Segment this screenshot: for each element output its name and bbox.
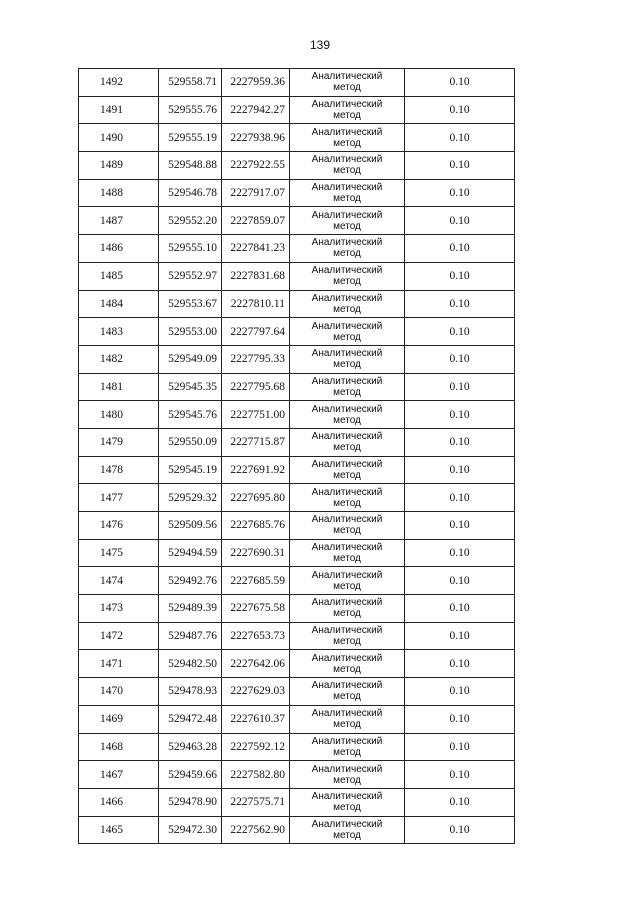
method-text-line-1: Аналитический [311, 486, 383, 498]
method-cell [290, 539, 405, 567]
method-text-line-2: метод [333, 303, 361, 315]
accuracy-cell: 0.10 [405, 318, 515, 346]
method-cell [290, 733, 405, 761]
table-row [79, 788, 515, 816]
method-text-line-2: метод [333, 276, 361, 288]
accuracy-cell: 0.10 [405, 456, 515, 484]
x-coordinate-cell: 529509.56 [159, 512, 222, 540]
method-text-line-1: Аналитический [311, 818, 383, 830]
method-cell [290, 428, 405, 456]
x-coordinate-cell: 529555.10 [159, 235, 222, 263]
y-coordinate-cell: 2227715.87 [222, 428, 290, 456]
method-cell [290, 290, 405, 318]
method-cell [290, 318, 405, 346]
method-text-line-2: метод [333, 220, 361, 232]
method-text-line-1: Аналитический [311, 431, 383, 443]
coordinates-table [78, 68, 515, 844]
coordinates-table-body [79, 69, 515, 844]
accuracy-cell: 0.10 [405, 290, 515, 318]
y-coordinate-cell: 2227841.23 [222, 235, 290, 263]
accuracy-cell: 0.10 [405, 705, 515, 733]
method-cell [290, 235, 405, 263]
point-number-cell: 1487 [79, 207, 159, 235]
y-coordinate-cell: 2227629.03 [222, 678, 290, 706]
accuracy-cell: 0.10 [405, 179, 515, 207]
accuracy-cell: 0.10 [405, 761, 515, 789]
accuracy-cell: 0.10 [405, 512, 515, 540]
y-coordinate-cell: 2227562.90 [222, 816, 290, 844]
method-cell [290, 595, 405, 623]
table-row [79, 761, 515, 789]
table-row [79, 318, 515, 346]
point-number-cell: 1489 [79, 152, 159, 180]
accuracy-cell: 0.10 [405, 69, 515, 97]
point-number-cell: 1475 [79, 539, 159, 567]
method-text-line-2: метод [333, 248, 361, 260]
y-coordinate-cell: 2227859.07 [222, 207, 290, 235]
accuracy-cell: 0.10 [405, 262, 515, 290]
y-coordinate-cell: 2227942.27 [222, 96, 290, 124]
table-row [79, 678, 515, 706]
method-text-line-2: метод [333, 386, 361, 398]
method-text-line-1: Аналитический [311, 791, 383, 803]
point-number-cell: 1479 [79, 428, 159, 456]
method-text-line-2: метод [333, 359, 361, 371]
y-coordinate-cell: 2227610.37 [222, 705, 290, 733]
accuracy-cell: 0.10 [405, 733, 515, 761]
point-number-cell: 1492 [79, 69, 159, 97]
table-row [79, 262, 515, 290]
accuracy-cell: 0.10 [405, 96, 515, 124]
table-row [79, 373, 515, 401]
accuracy-cell: 0.10 [405, 152, 515, 180]
method-cell [290, 124, 405, 152]
method-text-line-2: метод [333, 442, 361, 454]
table-row [79, 207, 515, 235]
point-number-cell: 1473 [79, 595, 159, 623]
point-number-cell: 1469 [79, 705, 159, 733]
x-coordinate-cell: 529472.30 [159, 816, 222, 844]
accuracy-cell: 0.10 [405, 595, 515, 623]
method-text-line-2: метод [333, 829, 361, 841]
method-text-line-1: Аналитический [311, 652, 383, 664]
y-coordinate-cell: 2227653.73 [222, 622, 290, 650]
method-cell [290, 345, 405, 373]
x-coordinate-cell: 529463.28 [159, 733, 222, 761]
point-number-cell: 1480 [79, 401, 159, 429]
y-coordinate-cell: 2227592.12 [222, 733, 290, 761]
method-cell [290, 567, 405, 595]
method-text-line-1: Аналитический [311, 292, 383, 304]
method-cell [290, 650, 405, 678]
accuracy-cell: 0.10 [405, 539, 515, 567]
x-coordinate-cell: 529555.76 [159, 96, 222, 124]
x-coordinate-cell: 529489.39 [159, 595, 222, 623]
y-coordinate-cell: 2227795.33 [222, 345, 290, 373]
accuracy-cell: 0.10 [405, 567, 515, 595]
accuracy-cell: 0.10 [405, 428, 515, 456]
table-row [79, 69, 515, 97]
table-row [79, 152, 515, 180]
method-text-line-1: Аналитический [311, 625, 383, 637]
point-number-cell: 1477 [79, 484, 159, 512]
accuracy-cell: 0.10 [405, 650, 515, 678]
method-cell [290, 622, 405, 650]
accuracy-cell: 0.10 [405, 622, 515, 650]
method-text-line-2: метод [333, 110, 361, 122]
table-row [79, 428, 515, 456]
method-text-line-2: метод [333, 165, 361, 177]
x-coordinate-cell: 529549.09 [159, 345, 222, 373]
method-text-line-1: Аналитический [311, 348, 383, 360]
table-row [79, 567, 515, 595]
x-coordinate-cell: 529546.78 [159, 179, 222, 207]
method-text-line-2: метод [333, 580, 361, 592]
method-cell [290, 456, 405, 484]
table-row [79, 705, 515, 733]
point-number-cell: 1491 [79, 96, 159, 124]
method-cell [290, 373, 405, 401]
point-number-cell: 1468 [79, 733, 159, 761]
method-text-line-1: Аналитический [311, 209, 383, 221]
x-coordinate-cell: 529492.76 [159, 567, 222, 595]
method-cell [290, 512, 405, 540]
point-number-cell: 1465 [79, 816, 159, 844]
method-text-line-1: Аналитический [311, 182, 383, 194]
point-number-cell: 1486 [79, 235, 159, 263]
table-row [79, 124, 515, 152]
table-row [79, 235, 515, 263]
method-text-line-1: Аналитический [311, 154, 383, 166]
x-coordinate-cell: 529548.88 [159, 152, 222, 180]
method-text-line-1: Аналитический [311, 708, 383, 720]
x-coordinate-cell: 529529.32 [159, 484, 222, 512]
method-text-line-2: метод [333, 691, 361, 703]
y-coordinate-cell: 2227797.64 [222, 318, 290, 346]
point-number-cell: 1482 [79, 345, 159, 373]
method-text-line-2: метод [333, 802, 361, 814]
method-text-line-1: Аналитический [311, 514, 383, 526]
x-coordinate-cell: 529459.66 [159, 761, 222, 789]
x-coordinate-cell: 529545.19 [159, 456, 222, 484]
y-coordinate-cell: 2227685.76 [222, 512, 290, 540]
x-coordinate-cell: 529478.90 [159, 788, 222, 816]
x-coordinate-cell: 529545.76 [159, 401, 222, 429]
method-cell [290, 816, 405, 844]
accuracy-cell: 0.10 [405, 345, 515, 373]
table-row [79, 595, 515, 623]
method-cell [290, 152, 405, 180]
accuracy-cell: 0.10 [405, 401, 515, 429]
x-coordinate-cell: 529553.00 [159, 318, 222, 346]
point-number-cell: 1472 [79, 622, 159, 650]
y-coordinate-cell: 2227938.96 [222, 124, 290, 152]
x-coordinate-cell: 529552.20 [159, 207, 222, 235]
x-coordinate-cell: 529555.19 [159, 124, 222, 152]
method-cell [290, 401, 405, 429]
y-coordinate-cell: 2227690.31 [222, 539, 290, 567]
method-text-line-2: метод [333, 193, 361, 205]
accuracy-cell: 0.10 [405, 124, 515, 152]
x-coordinate-cell: 529482.50 [159, 650, 222, 678]
table-row [79, 96, 515, 124]
method-text-line-1: Аналитический [311, 403, 383, 415]
y-coordinate-cell: 2227959.36 [222, 69, 290, 97]
table-row [79, 650, 515, 678]
table-row [79, 512, 515, 540]
x-coordinate-cell: 529550.09 [159, 428, 222, 456]
point-number-cell: 1481 [79, 373, 159, 401]
method-cell [290, 705, 405, 733]
method-text-line-2: метод [333, 137, 361, 149]
x-coordinate-cell: 529472.48 [159, 705, 222, 733]
point-number-cell: 1467 [79, 761, 159, 789]
point-number-cell: 1471 [79, 650, 159, 678]
accuracy-cell: 0.10 [405, 235, 515, 263]
y-coordinate-cell: 2227691.92 [222, 456, 290, 484]
method-text-line-2: метод [333, 525, 361, 537]
method-text-line-1: Аналитический [311, 126, 383, 138]
y-coordinate-cell: 2227917.07 [222, 179, 290, 207]
method-cell [290, 207, 405, 235]
method-text-line-2: метод [333, 82, 361, 94]
method-text-line-1: Аналитический [311, 597, 383, 609]
point-number-cell: 1483 [79, 318, 159, 346]
point-number-cell: 1478 [79, 456, 159, 484]
x-coordinate-cell: 529553.67 [159, 290, 222, 318]
y-coordinate-cell: 2227751.00 [222, 401, 290, 429]
method-text-line-2: метод [333, 497, 361, 509]
table-row [79, 456, 515, 484]
table-row [79, 484, 515, 512]
method-text-line-1: Аналитический [311, 458, 383, 470]
x-coordinate-cell: 529545.35 [159, 373, 222, 401]
table-row [79, 733, 515, 761]
y-coordinate-cell: 2227922.55 [222, 152, 290, 180]
method-cell [290, 262, 405, 290]
method-text-line-1: Аналитический [311, 71, 383, 83]
x-coordinate-cell: 529494.59 [159, 539, 222, 567]
y-coordinate-cell: 2227642.06 [222, 650, 290, 678]
method-cell [290, 96, 405, 124]
point-number-cell: 1490 [79, 124, 159, 152]
y-coordinate-cell: 2227675.58 [222, 595, 290, 623]
table-row [79, 622, 515, 650]
y-coordinate-cell: 2227695.80 [222, 484, 290, 512]
method-cell [290, 788, 405, 816]
method-text-line-1: Аналитический [311, 735, 383, 747]
table-row [79, 179, 515, 207]
y-coordinate-cell: 2227582.80 [222, 761, 290, 789]
method-cell [290, 761, 405, 789]
method-cell [290, 69, 405, 97]
accuracy-cell: 0.10 [405, 788, 515, 816]
method-text-line-1: Аналитический [311, 99, 383, 111]
method-text-line-2: метод [333, 719, 361, 731]
point-number-cell: 1470 [79, 678, 159, 706]
y-coordinate-cell: 2227810.11 [222, 290, 290, 318]
method-text-line-1: Аналитический [311, 569, 383, 581]
method-text-line-2: метод [333, 608, 361, 620]
table-row [79, 816, 515, 844]
y-coordinate-cell: 2227575.71 [222, 788, 290, 816]
table-row [79, 539, 515, 567]
method-text-line-2: метод [333, 553, 361, 565]
x-coordinate-cell: 529552.97 [159, 262, 222, 290]
accuracy-cell: 0.10 [405, 207, 515, 235]
accuracy-cell: 0.10 [405, 678, 515, 706]
method-text-line-2: метод [333, 331, 361, 343]
y-coordinate-cell: 2227831.68 [222, 262, 290, 290]
y-coordinate-cell: 2227795.68 [222, 373, 290, 401]
method-text-line-2: метод [333, 663, 361, 675]
method-text-line-1: Аналитический [311, 542, 383, 554]
method-text-line-1: Аналитический [311, 237, 383, 249]
x-coordinate-cell: 529558.71 [159, 69, 222, 97]
accuracy-cell: 0.10 [405, 816, 515, 844]
x-coordinate-cell: 529487.76 [159, 622, 222, 650]
accuracy-cell: 0.10 [405, 484, 515, 512]
point-number-cell: 1474 [79, 567, 159, 595]
method-cell [290, 179, 405, 207]
table-row [79, 290, 515, 318]
x-coordinate-cell: 529478.93 [159, 678, 222, 706]
accuracy-cell: 0.10 [405, 373, 515, 401]
method-text-line-2: метод [333, 746, 361, 758]
method-text-line-2: метод [333, 774, 361, 786]
table-row [79, 345, 515, 373]
method-cell [290, 484, 405, 512]
method-text-line-1: Аналитический [311, 265, 383, 277]
point-number-cell: 1488 [79, 179, 159, 207]
point-number-cell: 1485 [79, 262, 159, 290]
method-text-line-1: Аналитический [311, 680, 383, 692]
page-number: 139 [309, 38, 331, 52]
method-text-line-2: метод [333, 414, 361, 426]
method-text-line-2: метод [333, 469, 361, 481]
method-text-line-1: Аналитический [311, 320, 383, 332]
point-number-cell: 1484 [79, 290, 159, 318]
method-text-line-1: Аналитический [311, 375, 383, 387]
table-row [79, 401, 515, 429]
point-number-cell: 1466 [79, 788, 159, 816]
method-text-line-2: метод [333, 636, 361, 648]
y-coordinate-cell: 2227685.59 [222, 567, 290, 595]
method-cell [290, 678, 405, 706]
point-number-cell: 1476 [79, 512, 159, 540]
method-text-line-1: Аналитический [311, 763, 383, 775]
